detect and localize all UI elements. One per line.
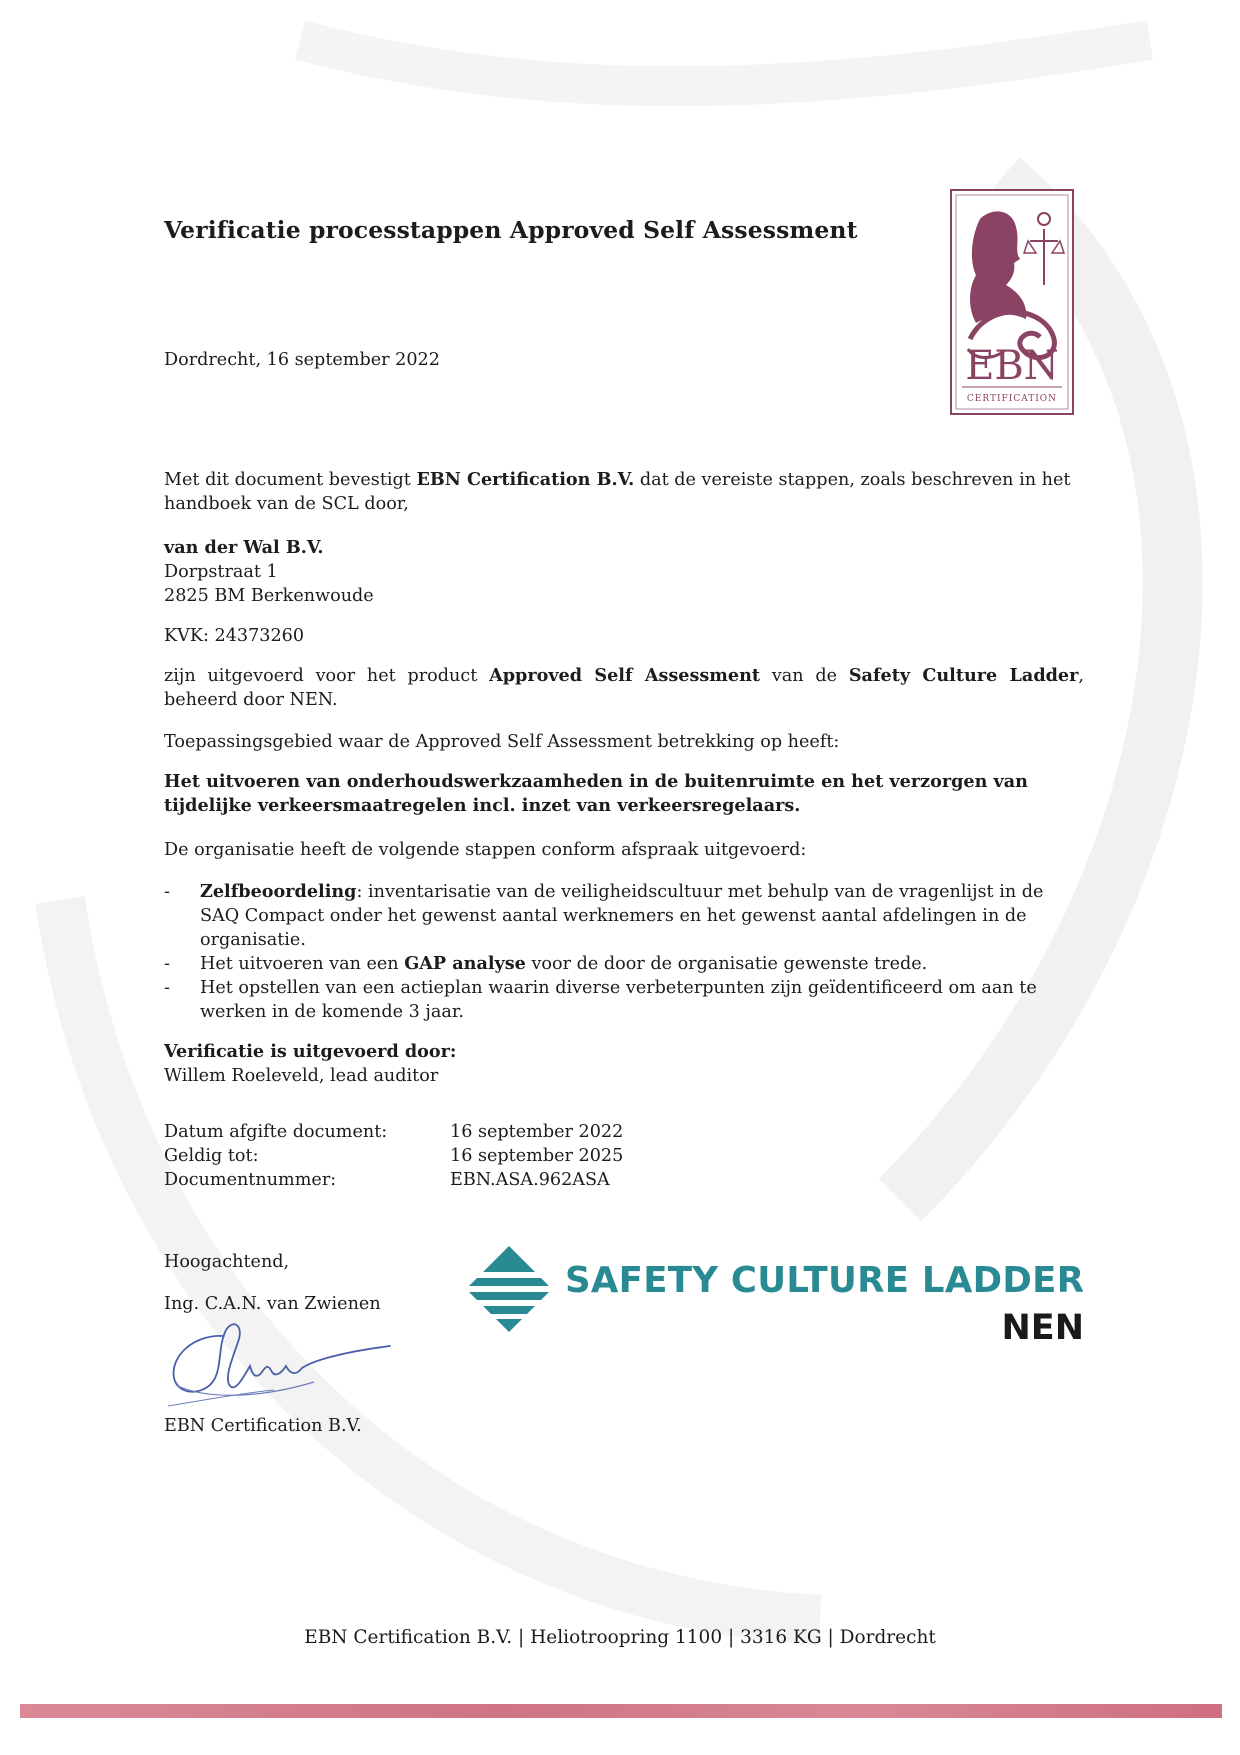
- list-item: - Zelfbeoordeling: inventarisatie van de veiligheidscultuur met behulp van de vragenlijst in de SAQ Compact onder het gewenst aantal werknemers en het gewenst aantal afdelingen in de organisatie.: [164, 881, 1044, 950]
- scope-intro: Toepassingsgebied waar de Approved Self Assessment betrekking op heeft:: [164, 732, 840, 752]
- product-name: Approved Self Assessment: [489, 665, 761, 686]
- signer-name: Ing. C.A.N. van Zwienen: [164, 1294, 381, 1314]
- client-street: Dorpstraat 1: [164, 562, 278, 582]
- safety-culture-ladder-logo: [464, 1244, 1084, 1356]
- client-kvk: KVK: 24373260: [164, 626, 305, 646]
- closing-greeting: Hoogachtend,: [164, 1252, 290, 1272]
- list-item: - Het uitvoeren van een GAP analyse voor de door de organisatie gewenste trede.: [164, 953, 928, 974]
- verification-heading: Verificatie is uitgevoerd door:: [164, 1041, 457, 1062]
- footer-address: EBN Certification B.V. | Heliotroopring 1100 | 3316 KG | Dordrecht: [304, 1627, 936, 1648]
- place-date: Dordrecht, 16 september 2022: [164, 350, 440, 370]
- nen-logo-text: NEN: [1001, 1308, 1084, 1348]
- product-paragraph: [164, 664, 1084, 712]
- client-city: 2825 BM Berkenwoude: [164, 586, 374, 606]
- scl-logo-title: SAFETY CULTURE LADDER: [565, 1260, 1085, 1301]
- list-item: - Het opstellen van een actieplan waarin diverse verbeterpunten zijn geïdentificeerd om aan te werken in de komende 3 jaar.: [164, 978, 1037, 1022]
- steps-list: [164, 880, 1084, 1024]
- closing-company: EBN Certification B.V.: [164, 1416, 362, 1436]
- client-name: van der Wal B.V.: [164, 537, 324, 558]
- signature: [164, 1316, 394, 1412]
- footer-bar: [20, 1704, 1222, 1718]
- product-part2: van de: [760, 666, 849, 686]
- ebn-logo-sub: CERTIFICATION: [966, 394, 1058, 404]
- ebn-emblem-icon: [950, 189, 1074, 415]
- intro-paragraph: [164, 468, 1084, 516]
- ebn-logo: [950, 189, 1074, 415]
- table-row: Geldig tot: 16 september 2025: [164, 1146, 624, 1166]
- document-title: Verificatie processtappen Approved Self Assessment: [164, 216, 858, 244]
- intro-part2: dat de vereiste stappen, zoals beschreven in het handboek van de SCL door,: [164, 470, 1071, 514]
- table-row: Datum afgifte document: 16 september 2022: [164, 1122, 624, 1142]
- product-part1: zijn uitgevoerd voor het product: [164, 666, 490, 686]
- scope-text: Het uitvoeren van onderhoudswerkzaamheden in de buitenruimte en het verzorgen van tijdelijke verkeersmaatregelen incl. inzet van verkeersregelaars.: [164, 771, 1028, 816]
- client-block: [164, 536, 374, 608]
- intro-company: EBN Certification B.V.: [416, 469, 635, 490]
- verification-block: [164, 1040, 456, 1088]
- table-row: Documentnummer: EBN.ASA.962ASA: [164, 1170, 610, 1190]
- product-part3: , beheerd door NEN.: [164, 666, 1084, 710]
- scl-diamond-icon: [464, 1244, 554, 1334]
- verification-auditor: Willem Roeleveld, lead auditor: [164, 1066, 439, 1086]
- ladder-name: Safety Culture Ladder: [848, 665, 1079, 686]
- ebn-logo-name: EBN: [965, 343, 1059, 389]
- details-table: [164, 1120, 623, 1192]
- steps-intro: De organisatie heeft de volgende stappen conform afspraak uitgevoerd:: [164, 840, 807, 860]
- intro-part1: Met dit document bevestigt: [164, 470, 417, 490]
